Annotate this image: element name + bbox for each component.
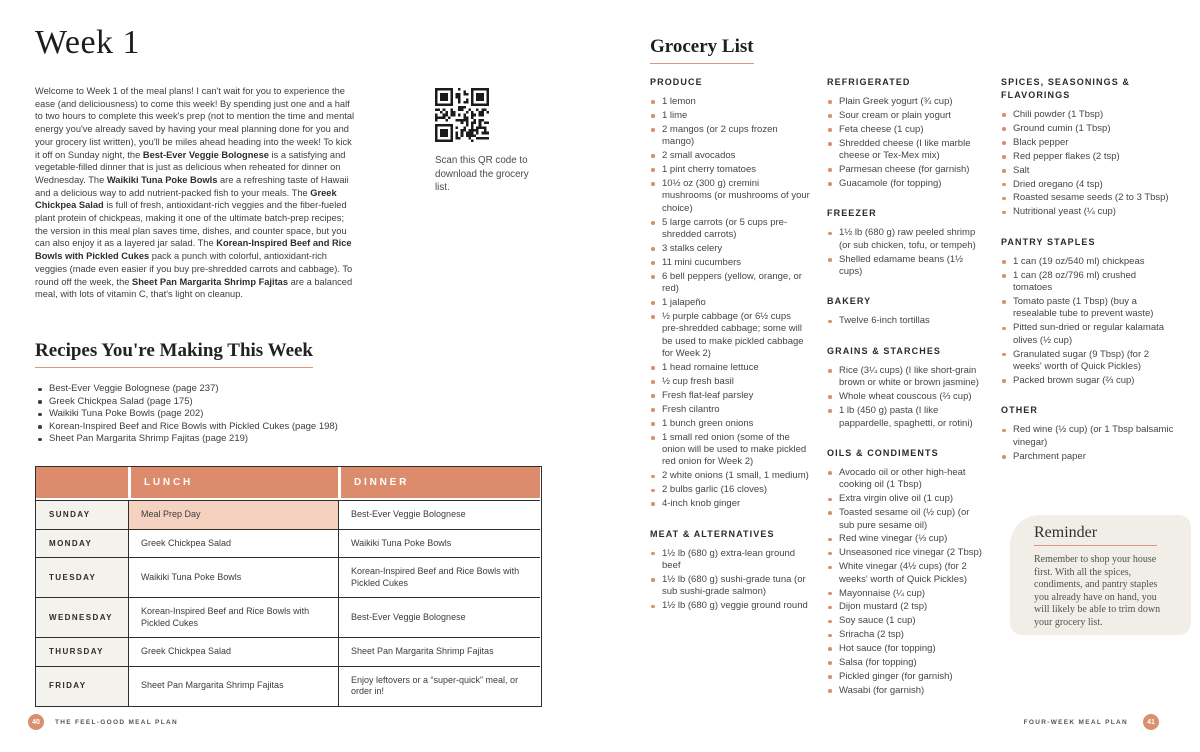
grocery-item: Rice (3¼ cups) (I like short-grain brown or white or brown jasmine) [827, 365, 984, 390]
grocery-items [650, 96, 810, 511]
grocery-section-title: GRAINS & STARCHES [827, 345, 942, 356]
reminder-box [1010, 515, 1191, 635]
grocery-item: Pickled ginger (for garnish) [827, 671, 984, 683]
table-header-dinner: DINNER [338, 467, 540, 500]
grocery-section-title: FREEZER [827, 208, 877, 219]
grocery-item: Red wine vinegar (⅓ cup) [827, 533, 984, 545]
grocery-item: 11 mini cucumbers [650, 257, 810, 269]
grocery-item: Granulated sugar (9 Tbsp) (for 2 weeks' worth of Quick Pickles) [1001, 349, 1176, 374]
grocery-section-title: MEAT & ALTERNATIVES [650, 528, 775, 539]
grocery-item: Twelve 6-inch tortillas [827, 315, 984, 327]
grocery-item: Pitted sun-dried or regular kalamata olives (½ cup) [1001, 322, 1176, 347]
grocery-section-spices [1001, 76, 1176, 219]
grocery-item: 5 large carrots (or 5 cups pre-shredded carrots) [650, 217, 810, 242]
grocery-section-meat-alternatives [650, 528, 810, 613]
grocery-item: 2 small avocados [650, 150, 810, 162]
recipe-item: Greek Chickpea Salad (page 175) [38, 396, 378, 409]
grocery-item: Guacamole (for topping) [827, 178, 984, 190]
grocery-item: Extra virgin olive oil (1 cup) [827, 493, 984, 505]
page-number-right: 41 [1143, 714, 1159, 730]
grocery-item: 10½ oz (300 g) cremini mushrooms (or mushrooms of your choice) [650, 178, 810, 215]
recipe-item: Best-Ever Veggie Bolognese (page 237) [38, 383, 378, 396]
grocery-item: 1 jalapeño [650, 297, 810, 309]
grocery-items [827, 467, 984, 697]
grocery-section-other [1001, 404, 1176, 463]
table-dinner-cell: Enjoy leftovers or a “super-quick” meal, or order in! [338, 666, 540, 706]
grocery-item: Plain Greek yogurt (¾ cup) [827, 96, 984, 108]
grocery-item: 1 bunch green onions [650, 418, 810, 430]
grocery-item: 1½ lb (680 g) sushi-grade tuna (or sub sushi-grade salmon) [650, 574, 810, 599]
footer-label-right: FOUR-WEEK MEAL PLAN [1023, 719, 1128, 726]
grocery-item: Fresh cilantro [650, 404, 810, 416]
meal-plan-table [35, 466, 542, 707]
recipes-list [38, 383, 378, 446]
grocery-items [1001, 256, 1176, 388]
grocery-item: Red pepper flakes (2 tsp) [1001, 151, 1176, 163]
grocery-item: 1 can (19 oz/540 ml) chickpeas [1001, 256, 1176, 268]
grocery-item: 6 bell peppers (yellow, orange, or red) [650, 271, 810, 296]
table-day-cell: WEDNESDAY [36, 597, 128, 637]
grocery-item: 4-inch knob ginger [650, 498, 810, 510]
grocery-item: 1 small red onion (some of the onion will be used to make pickled red onion for Week 2) [650, 432, 810, 469]
grocery-items [650, 548, 810, 613]
grocery-item: Salsa (for topping) [827, 657, 984, 669]
grocery-item: Packed brown sugar (⅔ cup) [1001, 375, 1176, 387]
table-day-cell: SUNDAY [36, 500, 128, 529]
grocery-section-freezer [827, 207, 984, 278]
table-lunch-cell: Greek Chickpea Salad [128, 637, 338, 666]
grocery-item: Whole wheat couscous (⅔ cup) [827, 391, 984, 403]
table-corner-cell [36, 467, 128, 500]
grocery-section-bakery [827, 295, 984, 327]
table-dinner-cell: Sheet Pan Margarita Shrimp Fajitas [338, 637, 540, 666]
table-lunch-cell: Waikiki Tuna Poke Bowls [128, 557, 338, 597]
grocery-item: 1 lb (450 g) pasta (I like pappardelle, spaghetti, or rotini) [827, 405, 984, 430]
grocery-item: Avocado oil or other high-heat cooking oil (1 Tbsp) [827, 467, 984, 492]
table-dinner-cell: Waikiki Tuna Poke Bowls [338, 529, 540, 558]
grocery-section-title: SPICES, SEASONINGS & FLAVORINGS [1001, 77, 1131, 100]
grocery-item: Shelled edamame beans (1½ cups) [827, 254, 984, 279]
grocery-item: Nutritional yeast (¼ cup) [1001, 206, 1176, 218]
grocery-list-title: Grocery List [650, 36, 754, 64]
table-lunch-cell: Korean-Inspired Beef and Rice Bowls with Pickled Cukes [128, 597, 338, 637]
grocery-item: Dried oregano (4 tsp) [1001, 179, 1176, 191]
qr-code-image [435, 88, 489, 142]
qr-caption: Scan this QR code to download the grocery list. [435, 155, 529, 193]
grocery-item: 1½ lb (680 g) raw peeled shrimp (or sub chicken, tofu, or tempeh) [827, 227, 984, 252]
grocery-item: 1 pint cherry tomatoes [650, 164, 810, 176]
reminder-text: Remember to shop your house first. With all the spices, condiments, and pantry staples you already have on hand, you will likely be able to trim down your grocery list. [1034, 554, 1161, 628]
grocery-item: Mayonnaise (¼ cup) [827, 588, 984, 600]
grocery-section-oils-condiments [827, 447, 984, 697]
table-header-lunch: LUNCH [128, 467, 338, 500]
table-dinner-cell: Korean-Inspired Beef and Rice Bowls with Pickled Cukes [338, 557, 540, 597]
grocery-item: 2 white onions (1 small, 1 medium) [650, 470, 810, 482]
grocery-item: Red wine (½ cup) (or 1 Tbsp balsamic vinegar) [1001, 424, 1176, 449]
grocery-item: ½ purple cabbage (or 6½ cups pre-shredded cabbage; some will be used to make pickled cabbage for Week 2) [650, 311, 810, 361]
grocery-item: 3 stalks celery [650, 243, 810, 255]
grocery-item: 1 lemon [650, 96, 810, 108]
grocery-item: Parchment paper [1001, 451, 1176, 463]
page-title: Week 1 [35, 24, 141, 61]
grocery-items [1001, 424, 1176, 463]
grocery-items [827, 365, 984, 430]
grocery-section-pantry-staples [1001, 236, 1176, 388]
grocery-items [827, 315, 984, 327]
table-lunch-cell: Meal Prep Day [128, 500, 338, 529]
grocery-section-title: PRODUCE [650, 77, 703, 87]
grocery-section-produce [650, 76, 810, 511]
grocery-items [827, 227, 984, 278]
grocery-item: Parmesan cheese (for garnish) [827, 164, 984, 176]
grocery-item: Fresh flat-leaf parsley [650, 390, 810, 402]
intro-paragraph: Welcome to Week 1 of the meal plans! I can't wait for you to experience the ease (and deliciousness) to come this week! By spending just one and a half to two hours to complete this week's prep (not to mention the time and mental energy you've already saved by having your meal planning done for you and your grocery list written), you'll be miles ahead heading into the week! To kick it off on Sunday night, the Best-Ever Veggie Bolognese is a satisfying and vegetable-filled dinner that is just as delicious when reheated for dinner on Wednesday. The Waikiki Tuna Poke Bowls are a refreshing taste of Hawaii and a delicious way to add nutrient-packed fish to your meals. The Greek Chickpea Salad is full of fresh, antioxidant-rich veggies and the fiber-fueled plant protein of chickpeas, making it one of the ultimate batch-prep recipes; the version in this meal plan saves time, dishes, and counter space, but you can also enjoy it as a layered jar salad. The Korean-Inspired Beef and Rice Bowls with Pickled Cukes pack a punch with colorful, antioxidant-rich veggies (made even easier if you buy pre-shredded carrots and cabbage). To round off the week, the Sheet Pan Margarita Shrimp Fajitas are a balanced meal, with lots of vitamin C, that's light on cleanup. [35, 86, 355, 300]
page-number-left: 40 [28, 714, 44, 730]
grocery-item: 1½ lb (680 g) extra-lean ground beef [650, 548, 810, 573]
grocery-item: Chili powder (1 Tbsp) [1001, 109, 1176, 121]
grocery-items [827, 96, 984, 190]
grocery-section-title: BAKERY [827, 296, 872, 307]
recipe-item: Sheet Pan Margarita Shrimp Fajitas (page 219) [38, 433, 378, 446]
grocery-item: Shredded cheese (I like marble cheese or Tex-Mex mix) [827, 138, 984, 163]
grocery-item: Toasted sesame oil (½ cup) (or sub pure sesame oil) [827, 507, 984, 532]
grocery-item: Wasabi (for garnish) [827, 685, 984, 697]
table-lunch-cell: Greek Chickpea Salad [128, 529, 338, 558]
grocery-item: Roasted sesame seeds (2 to 3 Tbsp) [1001, 192, 1176, 204]
grocery-item: 2 bulbs garlic (16 cloves) [650, 484, 810, 496]
grocery-item: ½ cup fresh basil [650, 376, 810, 388]
grocery-section-title: REFRIGERATED [827, 77, 911, 87]
grocery-item: Unseasoned rice vinegar (2 Tbsp) [827, 547, 984, 559]
grocery-item: Salt [1001, 165, 1176, 177]
recipes-heading: Recipes You're Making This Week [35, 340, 313, 368]
grocery-section-title: OTHER [1001, 405, 1038, 416]
grocery-section-grains-starches [827, 345, 984, 430]
grocery-item: White vinegar (4½ cups) (for 2 weeks' worth of Quick Pickles) [827, 561, 984, 586]
table-day-cell: TUESDAY [36, 557, 128, 597]
grocery-section-title: OILS & CONDIMENTS [827, 447, 939, 458]
grocery-item: Dijon mustard (2 tsp) [827, 601, 984, 613]
grocery-item: Tomato paste (1 Tbsp) (buy a resealable tube to prevent waste) [1001, 296, 1176, 321]
grocery-item: Sriracha (2 tsp) [827, 629, 984, 641]
grocery-item: Feta cheese (1 cup) [827, 124, 984, 136]
grocery-item: 1½ lb (680 g) veggie ground round [650, 600, 810, 612]
table-day-cell: THURSDAY [36, 637, 128, 666]
grocery-item: 2 mangos (or 2 cups frozen mango) [650, 124, 810, 149]
recipe-item: Korean-Inspired Beef and Rice Bowls with Pickled Cukes (page 198) [38, 421, 378, 434]
grocery-item: Soy sauce (1 cup) [827, 615, 984, 627]
table-dinner-cell: Best-Ever Veggie Bolognese [338, 500, 540, 529]
grocery-item: Ground cumin (1 Tbsp) [1001, 123, 1176, 135]
grocery-item: Hot sauce (for topping) [827, 643, 984, 655]
grocery-item: 1 head romaine lettuce [650, 362, 810, 374]
grocery-item: 1 can (28 oz/796 ml) crushed tomatoes [1001, 270, 1176, 295]
grocery-section-title: PANTRY STAPLES [1001, 236, 1096, 247]
grocery-column-2 [827, 76, 984, 714]
grocery-section-refrigerated [827, 76, 984, 190]
table-dinner-cell: Best-Ever Veggie Bolognese [338, 597, 540, 637]
grocery-item: Black pepper [1001, 137, 1176, 149]
reminder-title: Reminder [1034, 524, 1098, 541]
table-lunch-cell: Sheet Pan Margarita Shrimp Fajitas [128, 666, 338, 706]
table-day-cell: FRIDAY [36, 666, 128, 706]
reminder-underline [1034, 545, 1157, 546]
grocery-items [1001, 109, 1176, 219]
footer-label-left: THE FEEL-GOOD MEAL PLAN [55, 719, 178, 726]
grocery-column-1 [650, 76, 810, 714]
table-day-cell: MONDAY [36, 529, 128, 558]
grocery-item: Sour cream or plain yogurt [827, 110, 984, 122]
grocery-item: 1 lime [650, 110, 810, 122]
recipe-item: Waikiki Tuna Poke Bowls (page 202) [38, 408, 378, 421]
